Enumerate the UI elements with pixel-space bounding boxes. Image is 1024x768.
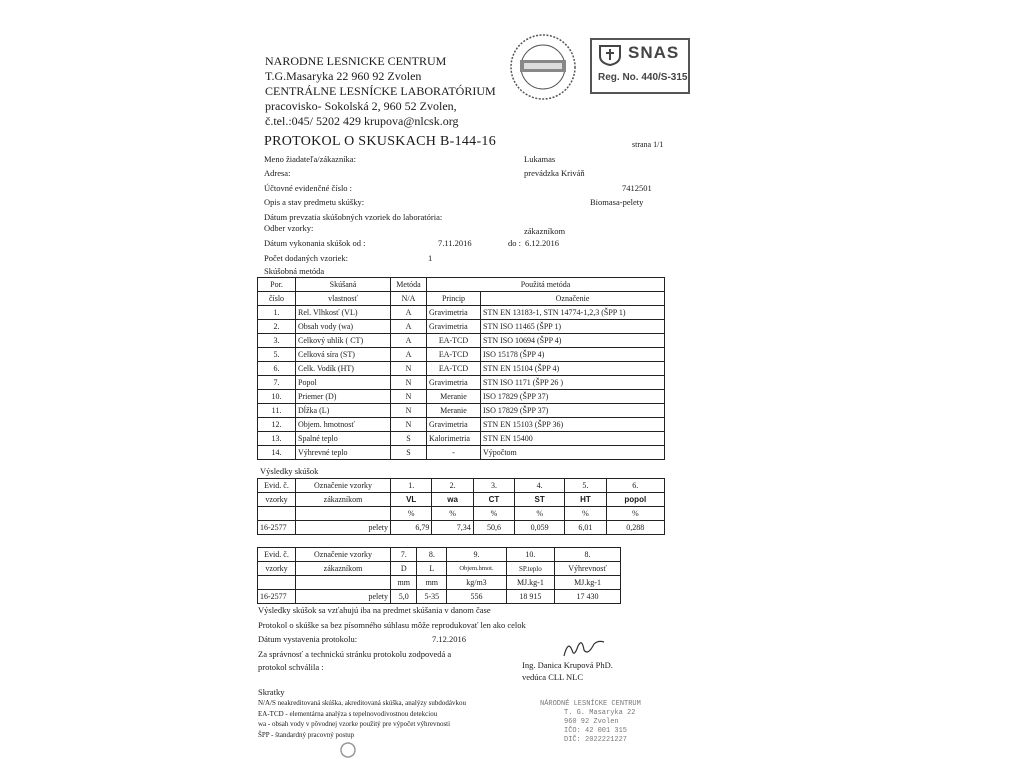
count-value: 1: [428, 253, 433, 263]
cell: Popol: [296, 376, 391, 390]
table-row: [258, 521, 665, 535]
cell: Výhrevné teplo: [296, 446, 391, 460]
protocol-title: PROTOKOL O SKUSKACH B-144-16: [264, 134, 497, 149]
institution-header: [265, 54, 496, 129]
signer-name: Ing. Danica Krupová PhD.: [522, 660, 613, 670]
cell: STN EN 15400: [481, 432, 665, 446]
scan-artifact-icon: [340, 742, 356, 758]
cell: [296, 576, 391, 590]
cell: 2.: [258, 320, 296, 334]
table-row: [258, 348, 665, 362]
cell: Meranie: [427, 390, 481, 404]
cell: %: [473, 507, 514, 521]
col-header-princip: Princip: [427, 292, 481, 306]
cell: 5.: [258, 348, 296, 362]
field-label-received: Dátum prevzatia skúšobných vzoriek do laboratória:: [264, 212, 443, 222]
cell: 9.: [447, 548, 507, 562]
stamp-line: 960 92 Zvolen: [564, 718, 619, 726]
methods-head-row-2: [258, 292, 665, 306]
cell: vzorky: [258, 562, 296, 576]
cell: N: [391, 418, 427, 432]
col-header-oznacenie: Označenie: [481, 292, 665, 306]
cell: Kalorimetria: [427, 432, 481, 446]
header-line-4: pracovisko- Sokolská 2, 960 52 Zvolen,: [265, 99, 457, 113]
col-header-metoda: Metóda: [391, 278, 427, 292]
cell: N: [391, 404, 427, 418]
cell: 10.: [506, 548, 554, 562]
cell: wa: [432, 493, 473, 507]
table-row: [258, 306, 665, 320]
abbrev-line: N/A/S neakreditovaná skúška, akreditovaná skúška, analýzy subdodávkou: [258, 699, 467, 707]
cell: MJ.kg-1: [506, 576, 554, 590]
dates-label: Dátum vykonania skúšok od :: [264, 238, 366, 248]
table-row: [258, 590, 621, 604]
col-header-por: Por.: [258, 278, 296, 292]
header-line-5: č.tel.:045/ 5202 429 krupova@nlcsk.org: [265, 114, 459, 128]
cell: A: [391, 334, 427, 348]
cell: STN ISO 10694 (ŠPP 4): [481, 334, 665, 348]
cell: 13.: [258, 432, 296, 446]
cell: Gravimetria: [427, 418, 481, 432]
stamp-line: IČO: 42 001 315: [564, 727, 628, 735]
table-row: [258, 334, 665, 348]
cell: zákazníkom: [296, 562, 391, 576]
cell: Výhrevnosť: [555, 562, 621, 576]
responsibility-line-2: protokol schválila :: [258, 662, 324, 672]
cell: Dĺžka (L): [296, 404, 391, 418]
table-row: [258, 432, 665, 446]
cell: HT: [565, 493, 606, 507]
field-label-subject: Opis a stav predmetu skúšky:: [264, 197, 365, 207]
cell: 0,059: [515, 521, 565, 535]
cell: Obsah vody (wa): [296, 320, 391, 334]
cell: 8.: [417, 548, 447, 562]
cell: popol: [606, 493, 664, 507]
dates-to: 6.12.2016: [525, 238, 559, 248]
responsibility-line-1: Za správnosť a technickú stránku protokolu zodpovedá a: [258, 649, 452, 659]
cell: kg/m3: [447, 576, 507, 590]
cell: A: [391, 348, 427, 362]
cell: %: [606, 507, 664, 521]
cell: SP.teplo: [506, 562, 554, 576]
field-label-address: Adresa:: [264, 168, 291, 178]
cell: 6.: [606, 479, 664, 493]
cell: 14.: [258, 446, 296, 460]
field-value-customer: Lukamas: [524, 154, 556, 164]
field-value-subject: Biomasa-pelety: [590, 197, 644, 207]
stamp-line: DIČ: 2022221227: [564, 736, 628, 744]
cell: Gravimetria: [427, 306, 481, 320]
col-header-vlastnost: vlastnosť: [296, 292, 391, 306]
cell: CT: [473, 493, 514, 507]
col-header-skusana: Skúšaná: [296, 278, 391, 292]
cell: VL: [391, 493, 432, 507]
cell: %: [515, 507, 565, 521]
cell: 0,288: [606, 521, 664, 535]
cell: 7.: [391, 548, 417, 562]
handwritten-signature: [560, 636, 610, 662]
cell: Gravimetria: [427, 376, 481, 390]
col-header-pouzita-metoda: Použitá metóda: [427, 278, 665, 292]
cell: Celk. Vodík (HT): [296, 362, 391, 376]
dates-to-label: do :: [508, 238, 521, 248]
cell: 11.: [258, 404, 296, 418]
cell: MJ.kg-1: [555, 576, 621, 590]
cell: 5,0: [391, 590, 417, 604]
cell: ISO 15178 (ŠPP 4): [481, 348, 665, 362]
stamp-line: NÁRODNÉ LESNÍCKE CENTRUM: [540, 700, 641, 708]
cell: 2.: [432, 479, 473, 493]
cell: pelety: [296, 521, 391, 535]
cell: 556: [447, 590, 507, 604]
field-value-sampling: zákazníkom: [524, 226, 566, 236]
note-validity: Výsledky skúšok sa vzťahujú iba na predmet skúšania v danom čase: [258, 605, 491, 615]
cell: S: [391, 446, 427, 460]
cell: 12.: [258, 418, 296, 432]
cell: vzorky: [258, 493, 296, 507]
cell: [258, 507, 296, 521]
cell: %: [391, 507, 432, 521]
cell: Rel. Vlhkosť (VL): [296, 306, 391, 320]
cell: zákazníkom: [296, 493, 391, 507]
stamp-line: T. G. Masaryka 22: [564, 709, 636, 717]
table-row: [258, 376, 665, 390]
cell: 6,79: [391, 521, 432, 535]
cell: D: [391, 562, 417, 576]
field-label-account: Účtovné evidenčné číslo :: [264, 183, 353, 193]
cell: L: [417, 562, 447, 576]
cell: EA-TCD: [427, 334, 481, 348]
results-table-1: [257, 478, 665, 535]
cell: EA-TCD: [427, 362, 481, 376]
cell: ISO 17829 (ŠPP 37): [481, 404, 665, 418]
signer-role: vedúca CLL NLC: [522, 672, 584, 682]
cell: 1.: [391, 479, 432, 493]
cell: Evid. č.: [258, 479, 296, 493]
abbrev-line: EA-TCD - elementárna analýza s tepelnovodivostnou detekciou: [258, 709, 438, 718]
cell: 4.: [515, 479, 565, 493]
header-line-2: T.G.Masaryka 22 960 92 Zvolen: [265, 69, 422, 83]
cell: 1.: [258, 306, 296, 320]
cell: N: [391, 362, 427, 376]
cell: STN EN 15104 (ŠPP 4): [481, 362, 665, 376]
table-row: [258, 507, 665, 521]
cell: 16-2577: [258, 590, 296, 604]
cell: STN EN 13183-1, STN 14774-1,2,3 (ŠPP 1): [481, 306, 665, 320]
abbrev-title: Skratky: [258, 687, 285, 697]
cell: 18 915: [506, 590, 554, 604]
cell: Výpočtom: [481, 446, 665, 460]
snas-accreditation-logo: [590, 38, 690, 94]
table-row: [258, 576, 621, 590]
cell: N: [391, 390, 427, 404]
issued-value: 7.12.2016: [432, 634, 466, 644]
cell: Spalné teplo: [296, 432, 391, 446]
cell: STN EN 15103 (ŠPP 36): [481, 418, 665, 432]
company-stamp: [540, 700, 641, 745]
cell: Objem. hmotnosť: [296, 418, 391, 432]
cell: 7.: [258, 376, 296, 390]
cell: A: [391, 320, 427, 334]
table-row: [258, 479, 665, 493]
cell: 3.: [473, 479, 514, 493]
cell: Celková síra (ST): [296, 348, 391, 362]
cell: %: [565, 507, 606, 521]
shield-icon: [598, 44, 622, 66]
methods-section-title: Skúšobná metóda: [264, 266, 325, 276]
snas-title: SNAS: [628, 43, 680, 62]
cell: mm: [391, 576, 417, 590]
table-row: [258, 390, 665, 404]
table-row: [258, 446, 665, 460]
note-reproduction: Protokol o skúške sa bez písomného súhlasu môže reprodukovať len ako celok: [258, 620, 526, 630]
methods-head-row-1: [258, 278, 665, 292]
cell: Priemer (D): [296, 390, 391, 404]
cell: STN ISO 1171 (ŠPP 26 ): [481, 376, 665, 390]
cell: pelety: [296, 590, 391, 604]
table-row: [258, 362, 665, 376]
header-line-3: CENTRÁLNE LESNÍCKE LABORATÓRIUM: [265, 84, 496, 98]
cell: Gravimetria: [427, 320, 481, 334]
field-value-account: 7412501: [622, 183, 652, 193]
issued-label: Dátum vystavenia protokolu:: [258, 634, 358, 644]
table-row: [258, 562, 621, 576]
field-label-sampling: Odber vzorky:: [264, 223, 314, 233]
cell: Objem.hmot.: [447, 562, 507, 576]
snas-reg-number: Reg. No. 440/S-315: [598, 72, 688, 83]
cell: Označenie vzorky: [296, 548, 391, 562]
cell: [258, 576, 296, 590]
abbrev-line: wa - obsah vody v pôvodnej vzorke použitý pre výpočet výhrevnosti: [258, 720, 451, 728]
abbrev-line: ŠPP - štandardný pracovný postup: [258, 730, 355, 739]
cell: Evid. č.: [258, 548, 296, 562]
count-label: Počet dodaných vzoriek:: [264, 253, 349, 263]
table-row: [258, 320, 665, 334]
results-table-2: [257, 547, 621, 604]
header-line-1: NARODNE LESNICKE CENTRUM: [265, 54, 447, 68]
col-header-cislo: číslo: [258, 292, 296, 306]
field-label-customer: Meno žiadateľa/zákazníka:: [264, 154, 356, 164]
cell: 3.: [258, 334, 296, 348]
cell: Celkový uhlík ( CT): [296, 334, 391, 348]
cell: Označenie vzorky: [296, 479, 391, 493]
cell: 6.: [258, 362, 296, 376]
round-seal-logo: [508, 32, 578, 102]
dates-from: 7.11.2016: [438, 238, 472, 248]
cell: STN ISO 11465 (ŠPP 1): [481, 320, 665, 334]
cell: N: [391, 376, 427, 390]
cell: ST: [515, 493, 565, 507]
cell: 10.: [258, 390, 296, 404]
cell: 7,34: [432, 521, 473, 535]
cell: ISO 17829 (ŠPP 37): [481, 390, 665, 404]
cell: EA-TCD: [427, 348, 481, 362]
methods-table: [257, 277, 665, 460]
cell: %: [432, 507, 473, 521]
abbrev-list: [258, 698, 466, 740]
cell: -: [427, 446, 481, 460]
cell: 8.: [555, 548, 621, 562]
cell: 5-35: [417, 590, 447, 604]
results-section-title: Výsledky skúšok: [260, 466, 319, 476]
cell: 16-2577: [258, 521, 296, 535]
col-header-na: N/A: [391, 292, 427, 306]
table-row: [258, 493, 665, 507]
table-row: [258, 418, 665, 432]
cell: A: [391, 306, 427, 320]
page-indicator: strana 1/1: [632, 140, 664, 149]
cell: Meranie: [427, 404, 481, 418]
table-row: [258, 404, 665, 418]
cell: S: [391, 432, 427, 446]
cell: 50,6: [473, 521, 514, 535]
cell: [296, 507, 391, 521]
cell: 6,01: [565, 521, 606, 535]
field-value-address: prevádzka Kriváň: [524, 168, 585, 178]
cell: 17 430: [555, 590, 621, 604]
cell: mm: [417, 576, 447, 590]
cell: 5.: [565, 479, 606, 493]
table-row: [258, 548, 621, 562]
